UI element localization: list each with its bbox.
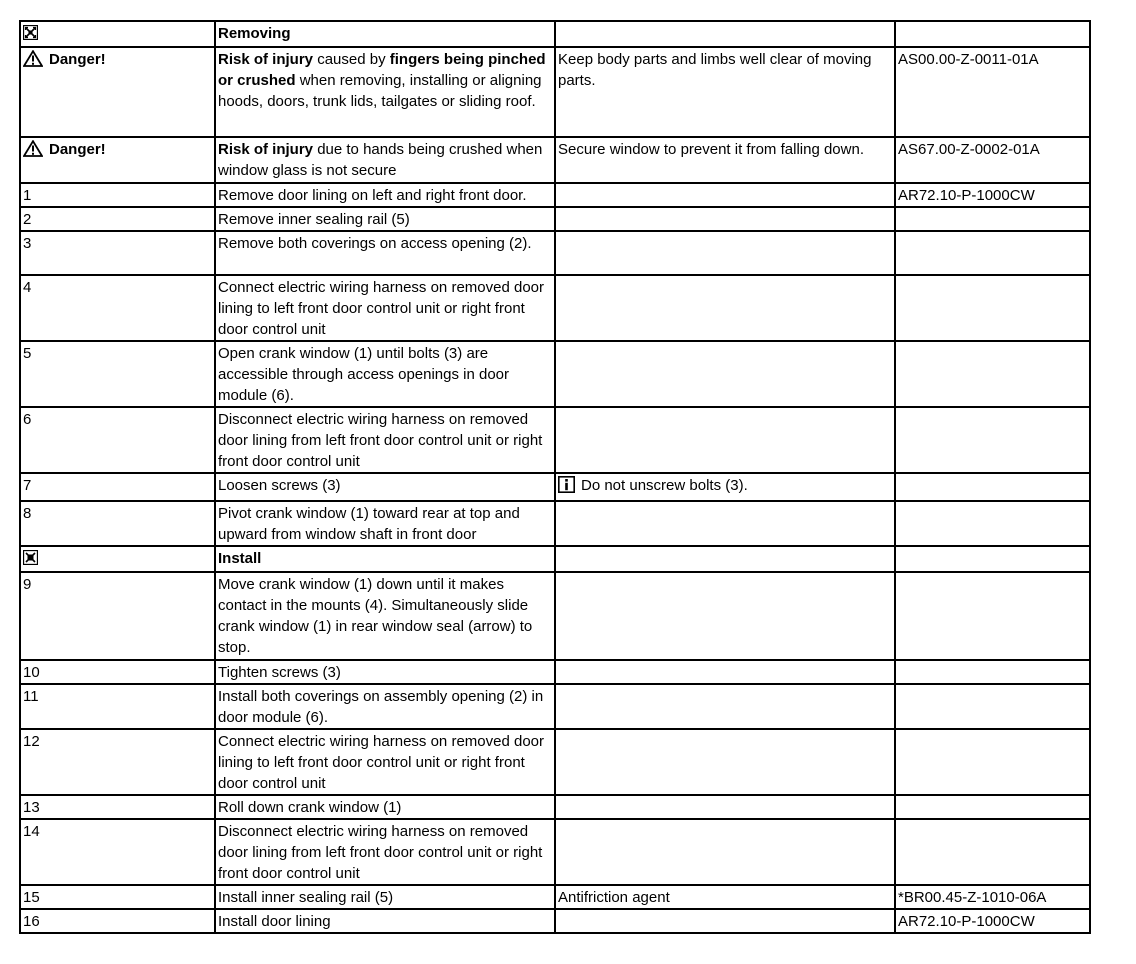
step-number: 8: [23, 505, 32, 522]
step-text: Install door lining: [218, 913, 331, 930]
step-note: Do not unscrew bolts (3).: [581, 477, 748, 494]
step-text: Disconnect electric wiring harness on removed door lining from left front door control unit or right front door control unit: [218, 411, 543, 470]
step-text: Roll down crank window (1): [218, 799, 402, 816]
step-number: 10: [23, 664, 40, 681]
step-row: [20, 473, 1090, 501]
step-reference: *BR00.45-Z-1010-06A: [898, 889, 1047, 906]
danger-desc-bold: fingers being pinched or crushed: [218, 51, 546, 89]
step-row: [20, 501, 1090, 546]
step-text: Move crank window (1) down until it makes contact in the mounts (4). Simultaneously slide crank window (1) in rear window seal (arrow) to stop.: [218, 576, 533, 656]
danger-label: Danger!: [49, 141, 106, 158]
danger-desc-bold: Risk of injury: [218, 51, 314, 68]
step-row: [20, 885, 1090, 909]
step-text: Remove both coverings on access opening (2).: [218, 235, 532, 252]
step-number: 3: [23, 235, 32, 252]
step-number: 15: [23, 889, 40, 906]
info-icon: [558, 476, 575, 493]
removing-procedure-icon: [23, 25, 38, 40]
step-row: [20, 660, 1090, 684]
section-title-install: Install: [218, 550, 262, 567]
step-row: [20, 231, 1090, 275]
step-number: 6: [23, 411, 32, 428]
danger-reference: AS00.00-Z-0011-01A: [898, 51, 1039, 68]
step-text: Loosen screws (3): [218, 477, 341, 494]
step-number: 9: [23, 576, 32, 593]
step-row: [20, 819, 1090, 885]
step-row: [20, 183, 1090, 207]
step-text: Connect electric wiring harness on removed door lining to left front door control unit or right front door control unit: [218, 733, 544, 792]
warning-triangle-icon: [23, 50, 43, 67]
step-number: 1: [23, 187, 32, 204]
step-number: 4: [23, 279, 32, 296]
section-header-install: [20, 546, 1090, 572]
step-text: Open crank window (1) until bolts (3) are accessible through access openings in door module (6).: [218, 345, 510, 404]
step-text: Connect electric wiring harness on removed door lining to left front door control unit or right front door control unit: [218, 279, 544, 338]
section-header-removing: [20, 21, 1090, 47]
step-row: [20, 207, 1090, 231]
danger-desc-text: when removing, installing or aligning hoods, doors, trunk lids, tailgates or sliding roof.: [218, 72, 542, 110]
step-reference: AR72.10-P-1000CW: [898, 187, 1035, 204]
step-row: [20, 909, 1090, 933]
step-row: [20, 729, 1090, 795]
step-number: 2: [23, 211, 32, 228]
danger-desc-text: due to hands being crushed when window glass is not secure: [218, 141, 543, 179]
step-row: [20, 341, 1090, 407]
step-text: Tighten screws (3): [218, 664, 341, 681]
install-procedure-icon: [23, 550, 38, 565]
step-row: [20, 275, 1090, 341]
step-text: Install inner sealing rail (5): [218, 889, 394, 906]
step-number: 13: [23, 799, 40, 816]
warning-triangle-icon: [23, 140, 43, 157]
step-row: [20, 572, 1090, 660]
danger-row-2: [20, 137, 1090, 183]
step-text: Install both coverings on assembly opening (2) in door module (6).: [218, 688, 544, 726]
step-number: 12: [23, 733, 40, 750]
step-reference: AR72.10-P-1000CW: [898, 913, 1035, 930]
step-row: [20, 407, 1090, 473]
step-text: Remove inner sealing rail (5): [218, 211, 410, 228]
step-number: 11: [23, 688, 39, 705]
danger-desc-text: caused by: [313, 51, 390, 68]
step-row: [20, 795, 1090, 819]
danger-reference: AS67.00-Z-0002-01A: [898, 141, 1040, 158]
danger-measure: Secure window to prevent it from falling down.: [558, 141, 864, 158]
step-note: Antifriction agent: [558, 889, 670, 906]
procedure-table: [19, 20, 1091, 934]
step-row: [20, 684, 1090, 729]
section-title-removing: Removing: [218, 25, 291, 42]
step-number: 14: [23, 823, 40, 840]
step-number: 7: [23, 477, 32, 494]
step-text: Remove door lining on left and right front door.: [218, 187, 527, 204]
step-number: 16: [23, 913, 40, 930]
danger-measure: Keep body parts and limbs well clear of moving parts.: [558, 51, 872, 89]
danger-label: Danger!: [49, 51, 106, 68]
danger-row-1: [20, 47, 1090, 137]
step-text: Disconnect electric wiring harness on removed door lining from left front door control unit or right front door control unit: [218, 823, 543, 882]
step-number: 5: [23, 345, 32, 362]
step-text: Pivot crank window (1) toward rear at top and upward from window shaft in front door: [218, 505, 520, 543]
danger-desc-bold: Risk of injury: [218, 141, 314, 158]
